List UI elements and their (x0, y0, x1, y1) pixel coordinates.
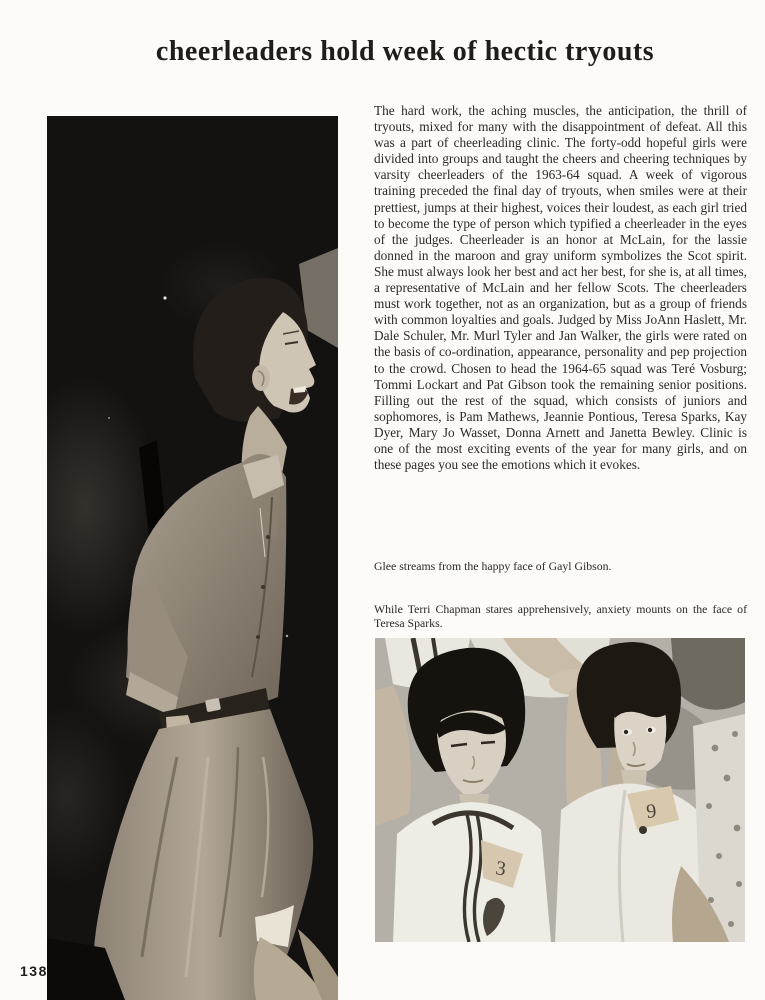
left-photo (47, 116, 338, 1000)
page-number: 138 (20, 963, 48, 979)
page-title: cheerleaders hold week of hectic tryouts (155, 36, 655, 67)
left-girl-top (393, 802, 551, 942)
bottom-photo (375, 638, 745, 942)
left-photo-art (47, 116, 338, 1000)
bottom-photo-art (375, 638, 745, 942)
article-body: The hard work, the aching muscles, the anticipation, the thrill of tryouts, mixed for many with the disappointment of defeat. All this was a part of cheerleading clinic. The forty-odd hopeful girls were divided into groups and taught the cheers and cheering techniques by varsity cheerleaders of the 1963-64 squad. A week of vigorous training preceded the final day of tryouts, when smiles were at their prettiest, jumps at their highest, voices their loudest, as each girl tried to become the type of person which typified a cheerleader in the eyes of the judges. Cheerleader is an honor at McLain, for the lassie donned in the maroon and gray uniform symbolizes the Scot spirit. She must always look her best and act her best, for she is, at all times, a representative of McLain and her fellow Scots. The cheerleaders must work together, not as an organization, but as a group of friends with common loyalties and goals. Judged by Miss JoAnn Haslett, Mr. Dale Schuler, Mr. Murl Tyler and Jan Walker, the girls were rated on the basis of co-ordination, appearance, personality and pep projection to the crowd. Chosen to head the 1964-65 squad was Teré Vosburg; Tommi Lockart and Pat Gibson took the remaining senior positions. Filling out the rest of the squad, which consists of juniors and sophomores, is Pam Mathews, Jeannie Pontious, Teresa Sparks, Kay Dyer, Mary Jo Wasset, Donna Arnett and Janetta Bewley. Clinic is one of the most exciting events of the year for many girls, and on these pages you see the emotions which it evokes. (374, 103, 747, 473)
caption-left-photo: Glee streams from the happy face of Gayl Gibson. (374, 559, 612, 573)
right-name-tag-number: 9 (645, 800, 658, 823)
tag-pin (639, 826, 647, 834)
caption-bottom-photo: While Terri Chapman stares apprehensively, anxiety mounts on the face of Teresa Sparks. (374, 602, 747, 630)
left-name-tag-number: 3 (494, 857, 508, 881)
